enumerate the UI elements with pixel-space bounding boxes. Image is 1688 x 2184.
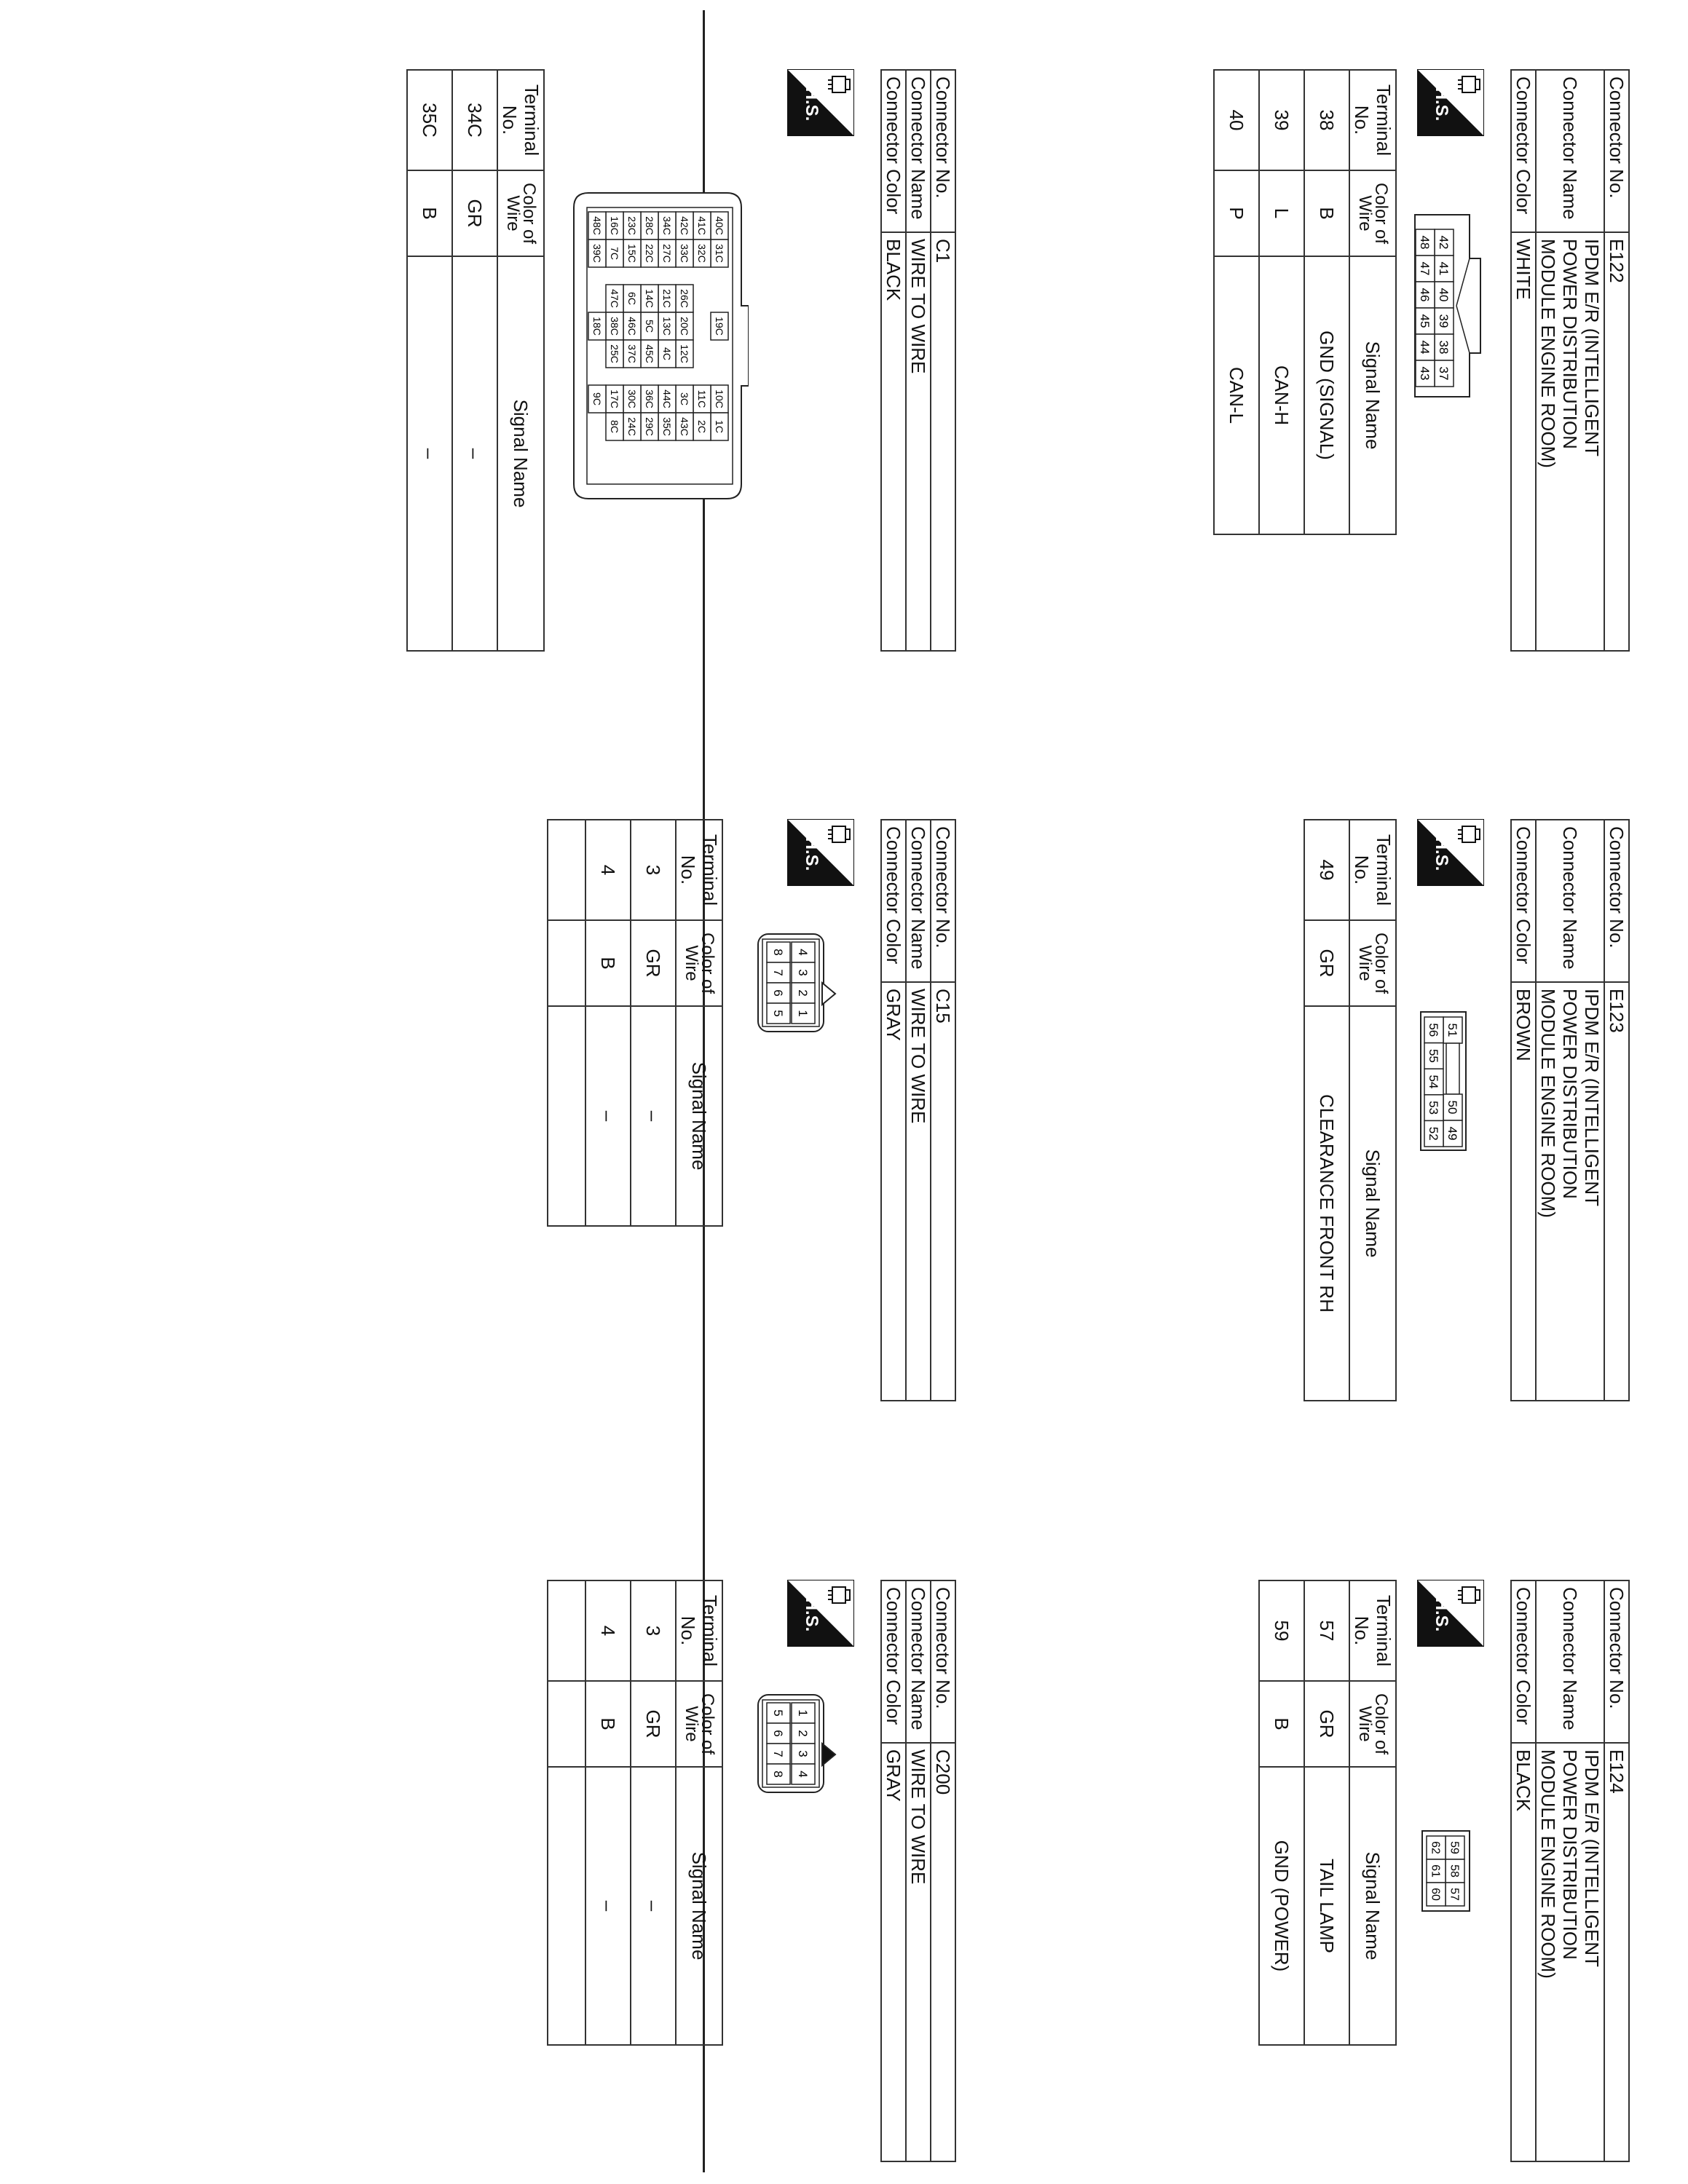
pin-label: 23C (626, 216, 638, 235)
connector-block-e124 (1222, 1580, 1630, 2162)
pin-label: 21C (660, 289, 673, 308)
table-row (631, 820, 676, 1226)
signal-name: – (452, 256, 497, 651)
hs-badge (1417, 819, 1484, 886)
pin-label: 46C (626, 317, 638, 336)
connector-no-label: Connector No. (931, 820, 955, 982)
harness-connector-icon (1458, 826, 1480, 842)
wire-color-header: Color of Wire (1349, 1681, 1396, 1767)
signal-name: – (585, 1767, 631, 2045)
pin-label: 41C (695, 216, 708, 235)
terminal-table (547, 819, 723, 1227)
terminal-table (1213, 69, 1397, 535)
terminal-no: 4 (585, 820, 631, 920)
pin-label: 6 (770, 1730, 785, 1737)
table-row (1304, 1580, 1349, 2045)
terminal-no: 38 (1304, 70, 1349, 170)
table-row (1259, 70, 1304, 534)
table-row (1259, 1580, 1304, 2045)
hs-label: H.S. (802, 836, 821, 871)
pin-label: 4C (660, 347, 673, 360)
connector-color-value: BLACK (1511, 1743, 1536, 2161)
terminal-no-header: Terminal No. (1349, 70, 1396, 170)
connector-face-c200 (752, 1689, 840, 1798)
pin-label: 35C (660, 417, 673, 436)
connector-color-value: GRAY (881, 1743, 906, 2161)
pin-label: 3 (795, 969, 810, 976)
pin-label: 55 (1426, 1048, 1440, 1063)
connector-color-label: Connector Color (1511, 70, 1536, 232)
wire-color: GR (631, 1681, 676, 1767)
pin-label: 33C (678, 244, 690, 263)
pin-label: 25C (608, 344, 620, 363)
connector-name-value: WIRE TO WIRE (906, 1743, 931, 2161)
pin-label: 39C (591, 244, 603, 263)
pin-label: 43 (1417, 366, 1432, 381)
hs-badge (787, 1580, 854, 1647)
wire-color-header: Color of Wire (1349, 170, 1396, 256)
wire-color: B (1304, 170, 1349, 256)
pin-label: 37C (626, 344, 638, 363)
terminal-table (406, 69, 545, 652)
wire-color: L (1259, 170, 1304, 256)
connector-color-label: Connector Color (881, 1580, 906, 1743)
hs-label: H.S. (1432, 1597, 1451, 1632)
signal-name: – (631, 1767, 676, 2045)
connector-name-label: Connector Name (906, 1580, 931, 1743)
pin-label: 29C (643, 417, 655, 436)
pin-label: 7 (770, 969, 785, 976)
pin-label: 10C (713, 389, 725, 408)
table-row (1304, 820, 1349, 1401)
pin-label: 8C (608, 420, 620, 433)
terminal-table (547, 1580, 723, 2046)
pin-label: 38 (1436, 340, 1451, 355)
pin-label: 17C (608, 389, 620, 408)
polarity-key (822, 1744, 835, 1765)
pin-label: 20C (678, 317, 690, 336)
connector-no-label: Connector No. (1604, 70, 1629, 232)
pin-label: 34C (660, 216, 673, 235)
connector-face-e122 (1411, 207, 1484, 404)
connector-header (1510, 69, 1630, 652)
connector-color-label: Connector Color (881, 70, 906, 232)
wire-color: B (585, 920, 631, 1006)
pin-label: 52 (1426, 1126, 1440, 1141)
signal-name: CLEARANCE FRONT RH (1304, 1006, 1349, 1401)
pin-label: 1 (795, 1010, 810, 1017)
terminal-no: 3 (631, 820, 676, 920)
harness-connector-icon (828, 76, 850, 92)
pin-label: 22C (643, 244, 655, 263)
terminal-no-header: Terminal No. (497, 70, 544, 170)
terminal-no: 49 (1304, 820, 1349, 920)
connector-no-label: Connector No. (931, 70, 955, 232)
connector-header (880, 69, 956, 652)
connector-color-value: BLACK (881, 232, 906, 651)
pin-label: 24C (626, 417, 638, 436)
connector-block-c200 (9, 1580, 956, 2162)
connector-color-value: BROWN (1511, 982, 1536, 1401)
terminal-no-header: Terminal No. (1349, 820, 1396, 920)
pin-label: 45C (643, 344, 655, 363)
connector-color-value: WHITE (1511, 232, 1536, 651)
terminal-table (1304, 819, 1397, 1401)
connector-no-value: E122 (1604, 232, 1629, 651)
pin-label: 15C (626, 244, 638, 263)
signal-name: TAIL LAMP (1304, 1767, 1349, 2045)
pin-label: 47C (608, 289, 620, 308)
terminal-no: 3 (631, 1580, 676, 1681)
connector-face-c15 (752, 928, 840, 1037)
connector-color-label: Connector Color (1511, 820, 1536, 982)
signal-name-header: Signal Name (497, 256, 544, 651)
pin-label: 18C (591, 317, 603, 336)
pin-label: 27C (660, 244, 673, 263)
signal-name-header: Signal Name (1349, 1006, 1396, 1401)
connector-no-value: C200 (931, 1743, 955, 2161)
pin-label: 57 (1448, 1888, 1461, 1901)
pin-label: 31C (713, 244, 725, 263)
connector-no-value: C1 (931, 232, 955, 651)
hs-label: H.S. (802, 1597, 821, 1632)
harness-connector-icon (1458, 1587, 1480, 1603)
wire-color: B (1259, 1681, 1304, 1767)
pin-label: 4 (795, 1770, 810, 1778)
pin-label: 36C (643, 389, 655, 408)
pin-label: 56 (1426, 1023, 1440, 1037)
terminal-no: 39 (1259, 70, 1304, 170)
polarity-key (822, 983, 835, 1005)
connector-no-label: Connector No. (1604, 1580, 1629, 1743)
wire-color: GR (1304, 920, 1349, 1006)
pin-label: 48 (1417, 235, 1432, 250)
table-row-empty (548, 820, 585, 1226)
pin-grid (1424, 1017, 1462, 1147)
signal-name: CAN-L (1214, 256, 1259, 534)
wire-color-header: Color of Wire (497, 170, 544, 256)
pin-label: 2 (795, 989, 810, 997)
terminal-no: 4 (585, 1580, 631, 1681)
pin-label: 5C (643, 320, 655, 333)
pin-label: 44 (1417, 340, 1432, 355)
pin-label: 41 (1436, 261, 1451, 276)
blank-cavity (1446, 1043, 1459, 1094)
signal-name: GND (POWER) (1259, 1767, 1304, 2045)
pin-label: 2 (795, 1730, 810, 1737)
signal-name: GND (SIGNAL) (1304, 256, 1349, 534)
connector-name-value: IPDM E/R (INTELLIGENT POWER DISTRIBUTION MODULE ENGINE ROOM) (1536, 232, 1604, 651)
pin-label: 43C (678, 417, 690, 436)
pin-label: 37 (1436, 366, 1451, 381)
pin-label: 45 (1417, 314, 1432, 328)
connector-face-c1 (567, 186, 749, 506)
connector-header (1510, 819, 1630, 1401)
terminal-no-header: Terminal No. (676, 1580, 722, 1681)
hs-badge (1417, 69, 1484, 136)
pin-label: 13C (660, 317, 673, 336)
pin-label: 40C (713, 216, 725, 235)
signal-name-header: Signal Name (676, 1006, 722, 1226)
pin-label: 61 (1429, 1864, 1442, 1878)
pin-label: 40 (1436, 288, 1451, 302)
terminal-table (1258, 1580, 1397, 2046)
pin-label: 14C (643, 289, 655, 308)
signal-name: CAN-H (1259, 256, 1304, 534)
connector-color-label: Connector Color (1511, 1580, 1536, 1743)
pin-label: 44C (660, 389, 673, 408)
connector-no-label: Connector No. (1604, 820, 1629, 982)
connector-name-value: WIRE TO WIRE (906, 232, 931, 651)
table-row (585, 1580, 631, 2045)
connector-name-value: WIRE TO WIRE (906, 982, 931, 1401)
wire-color-header: Color of Wire (1349, 920, 1396, 1006)
connector-name-label: Connector Name (906, 820, 931, 982)
pin-label: 5 (770, 1010, 785, 1017)
hs-label: H.S. (802, 87, 821, 122)
signal-name-header: Signal Name (1349, 256, 1396, 534)
connector-name-label: Connector Name (1536, 820, 1604, 982)
hs-label: H.S. (1432, 87, 1451, 122)
signal-name-header: Signal Name (676, 1767, 722, 2045)
pin-label: 19C (713, 317, 725, 336)
pin-label: 4 (795, 949, 810, 956)
pin-label: 47 (1417, 261, 1432, 276)
pin-label: 5 (770, 1709, 785, 1717)
pin-label: 16C (608, 216, 620, 235)
pin-label: 1 (795, 1709, 810, 1717)
pin-label: 2C (695, 420, 708, 433)
terminal-no-header: Terminal No. (1349, 1580, 1396, 1681)
terminal-no: 59 (1259, 1580, 1304, 1681)
connector-color-label: Connector Color (881, 820, 906, 982)
wire-color: P (1214, 170, 1259, 256)
wire-color: GR (631, 920, 676, 1006)
pin-label: 3C (678, 392, 690, 405)
connector-no-value: E124 (1604, 1743, 1629, 2161)
pin-label: 59 (1448, 1841, 1461, 1854)
wire-color-header: Color of Wire (676, 920, 722, 1006)
signal-name-header: Signal Name (1349, 1767, 1396, 2045)
pin-label: 48C (591, 216, 603, 235)
hs-badge (1417, 1580, 1484, 1647)
connector-block-e123 (1222, 819, 1630, 1401)
pin-label: 28C (643, 216, 655, 235)
signal-name: – (631, 1006, 676, 1226)
terminal-no: 34C (452, 70, 497, 170)
pin-label: 32C (695, 244, 708, 263)
pin-label: 46 (1417, 288, 1432, 302)
connector-block-c1 (9, 69, 956, 652)
terminal-no: 40 (1214, 70, 1259, 170)
harness-connector-icon (828, 1587, 850, 1603)
connector-no-value: E123 (1604, 982, 1629, 1401)
pin-label: 9C (591, 392, 603, 405)
pin-label: 6C (626, 292, 638, 305)
signal-name: – (585, 1006, 631, 1226)
pin-label: 26C (678, 289, 690, 308)
connector-name-label: Connector Name (906, 70, 931, 232)
table-row (1304, 70, 1349, 534)
connector-color-value: GRAY (881, 982, 906, 1401)
connector-block-c15 (9, 819, 956, 1401)
terminal-no: 35C (407, 70, 452, 170)
pin-label: 12C (678, 344, 690, 363)
connector-face-e123 (1419, 1008, 1470, 1154)
pin-label: 8 (770, 949, 785, 956)
table-row (407, 70, 452, 651)
pin-label: 30C (626, 389, 638, 408)
wire-color: GR (452, 170, 497, 256)
table-row (452, 70, 497, 651)
table-row (585, 820, 631, 1226)
pin-label: 6 (770, 989, 785, 997)
hs-badge (787, 819, 854, 886)
harness-connector-icon (1458, 76, 1480, 92)
pin-label: 3 (795, 1750, 810, 1757)
pin-label: 50 (1445, 1100, 1459, 1115)
pin-label: 1C (713, 420, 725, 433)
pin-label: 7 (770, 1750, 785, 1757)
wire-color: GR (1304, 1681, 1349, 1767)
terminal-no-header: Terminal No. (676, 820, 722, 920)
pin-label: 58 (1448, 1864, 1461, 1878)
pin-label: 8 (770, 1770, 785, 1778)
hs-badge (787, 69, 854, 136)
wire-color: B (585, 1681, 631, 1767)
table-row (631, 1580, 676, 2045)
connector-name-label: Connector Name (1536, 70, 1604, 232)
pin-label: 42 (1436, 235, 1451, 250)
pin-grid (1416, 229, 1454, 387)
pin-label: 51 (1445, 1023, 1459, 1037)
pin-label: 11C (695, 389, 708, 408)
wire-color: B (407, 170, 452, 256)
connector-header (1510, 1580, 1630, 2162)
terminal-no: 57 (1304, 1580, 1349, 1681)
pin-label: 39 (1436, 314, 1451, 328)
connector-header (880, 1580, 956, 2162)
connector-no-label: Connector No. (931, 1580, 955, 1743)
table-row-empty (548, 1580, 585, 2045)
connector-block-e122 (1222, 69, 1630, 652)
pin-grid (1427, 1836, 1464, 1906)
pin-label: 38C (608, 317, 620, 336)
connector-header (880, 819, 956, 1401)
table-row (1214, 70, 1259, 534)
connector-no-value: C15 (931, 982, 955, 1401)
harness-connector-icon (828, 826, 850, 842)
signal-name: – (407, 256, 452, 651)
connector-face-e124 (1419, 1827, 1473, 1915)
wire-color-header: Color of Wire (676, 1681, 722, 1767)
pin-label: 62 (1429, 1841, 1442, 1854)
connector-name-value: IPDM E/R (INTELLIGENT POWER DISTRIBUTION MODULE ENGINE ROOM) (1536, 982, 1604, 1401)
connector-name-value: IPDM E/R (INTELLIGENT POWER DISTRIBUTION MODULE ENGINE ROOM) (1536, 1743, 1604, 2161)
pin-label: 49 (1445, 1126, 1459, 1141)
connector-name-label: Connector Name (1536, 1580, 1604, 1743)
pin-label: 60 (1429, 1888, 1442, 1901)
pin-label: 42C (678, 216, 690, 235)
pin-label: 54 (1426, 1075, 1440, 1089)
pin-label: 53 (1426, 1101, 1440, 1115)
hs-label: H.S. (1432, 836, 1451, 871)
pin-label: 7C (608, 247, 620, 260)
